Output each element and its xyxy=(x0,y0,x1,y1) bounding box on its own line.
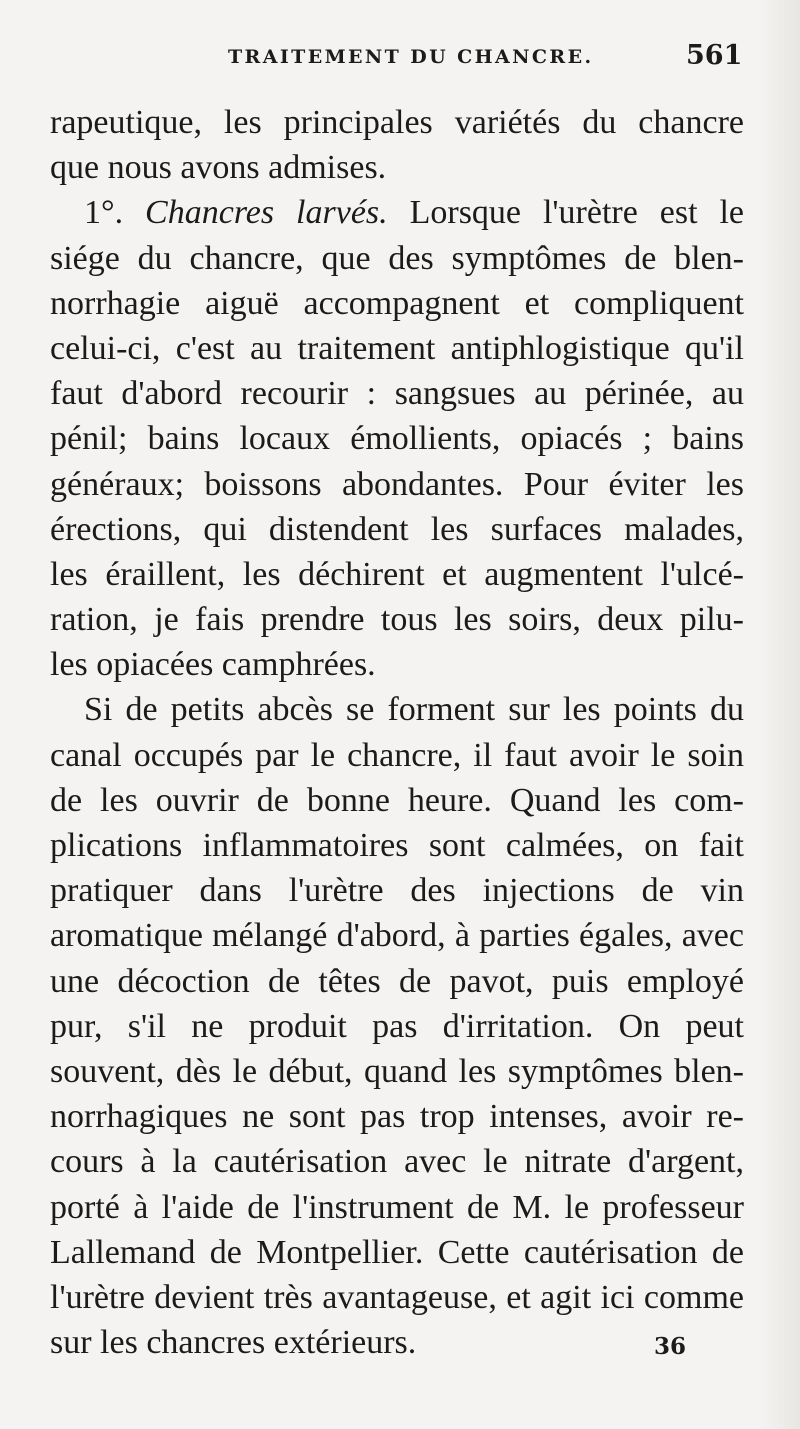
text-line: sur les chancres extérieurs. xyxy=(50,1324,417,1362)
text-line: cours à la cautérisation avec le nitrate d'argent, xyxy=(50,1143,744,1181)
text-line: une décoction de têtes de pavot, puis employé xyxy=(50,962,744,1000)
running-title: TRAITEMENT DU CHANCRE. xyxy=(228,46,594,68)
text-line: canal occupés par le chancre, il faut avoir le soin xyxy=(50,736,744,774)
text-line: plications inflammatoires sont calmées, on fait xyxy=(50,827,744,864)
body-text xyxy=(50,100,744,1365)
text-line: souvent, dès le début, quand les symptômes blen- xyxy=(50,1052,744,1090)
text-line: norrhagiques ne sont pas trop intenses, avoir re- xyxy=(50,1098,744,1136)
text-line: aromatique mélangé d'abord, à parties égales, avec xyxy=(50,917,744,955)
list-marker: 1°. xyxy=(84,194,146,232)
text-line: Lallemand de Montpellier. Cette cautérisation de xyxy=(50,1233,744,1271)
text-line: pratiquer dans l'urètre des injections de vin xyxy=(50,872,744,910)
text-line: pur, s'il ne produit pas d'irritation. On peut xyxy=(50,1007,744,1045)
text-line: que nous avons admises. xyxy=(50,149,387,187)
text-run: Lorsque l'urètre est le xyxy=(387,194,744,232)
text-line: rapeutique, les principales variétés du chancre xyxy=(50,104,744,141)
page-header xyxy=(0,38,800,78)
text-line: norrhagie aiguë accompagnent et compliquent xyxy=(50,284,744,322)
text-line: les éraillent, les déchirent et augmentent l'ulcé- xyxy=(50,555,744,593)
text-line: Si de petits abcès se forment sur les points du xyxy=(84,691,744,729)
text-line: érections, qui distendent les surfaces malades, xyxy=(50,510,744,548)
page-number: 561 xyxy=(686,40,743,71)
text-line xyxy=(50,190,744,235)
page-edge-shadow xyxy=(760,0,800,1429)
text-line: porté à l'aide de l'instrument de M. le professeur xyxy=(50,1188,744,1226)
text-line: pénil; bains locaux émollients, opiacés ; bains xyxy=(50,420,744,458)
text-line: siége du chancre, que des symptômes de blen- xyxy=(50,239,744,277)
text-line: celui-ci, c'est au traitement antiphlogistique qu'il xyxy=(50,329,744,367)
text-line: généraux; boissons abondantes. Pour éviter les xyxy=(50,465,744,503)
text-line: faut d'abord recourir : sangsues au périnée, au xyxy=(50,375,744,413)
text-line: les opiacées camphrées. xyxy=(50,646,376,684)
text-line: ration, je fais prendre tous les soirs, deux pilu- xyxy=(50,601,744,639)
text-line: l'urètre devient très avantageuse, et agit ici comme xyxy=(50,1278,744,1316)
signature-mark: 36 xyxy=(654,1333,687,1360)
text-line: de les ouvrir de bonne heure. Quand les com- xyxy=(50,781,744,819)
section-heading: Chancres larvés. xyxy=(145,194,388,232)
